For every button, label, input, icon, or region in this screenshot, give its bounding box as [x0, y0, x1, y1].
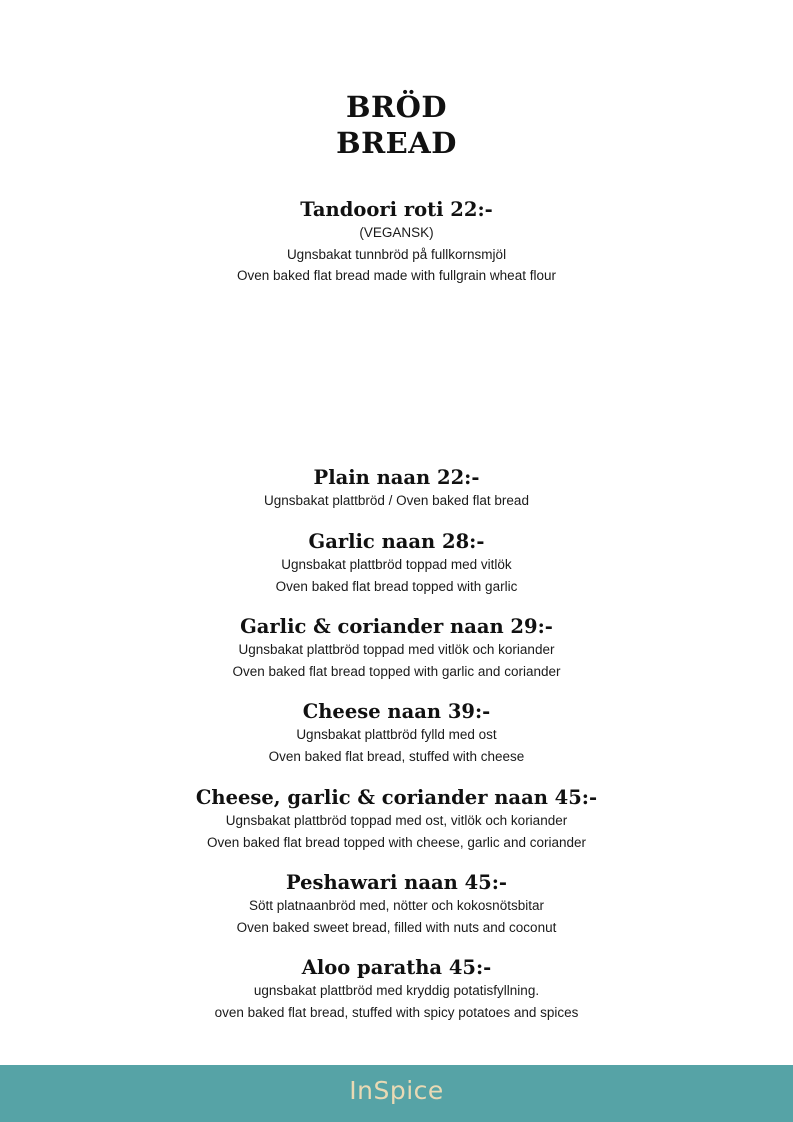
menu-item-description-swedish: Ugnsbakat plattbröd toppad med vitlök och koriander [238, 642, 555, 657]
menu-item-garlic-coriander-naan [0, 615, 793, 682]
menu-item-name: Garlic & coriander naan 29:- [240, 615, 553, 638]
menu-item-name: Garlic naan 28:- [308, 530, 485, 553]
menu-item-description-swedish: ugnsbakat plattbröd med kryddig potatisfyllning. [253, 983, 540, 998]
menu-item-name: Cheese naan 39:- [302, 700, 491, 723]
menu-item-peshawari-naan [0, 871, 793, 938]
menu-item-description-english: oven baked flat bread, stuffed with spicy potatoes and spices [214, 1004, 579, 1020]
menu-item-description-swedish: Ugnsbakat plattbröd toppad med vitlök [281, 557, 512, 572]
menu-item-description: Ugnsbakat plattbröd / Oven baked flat bread [264, 493, 529, 508]
menu-item-plain-naan [0, 466, 793, 512]
menu-item-garlic-naan [0, 530, 793, 597]
menu-item-description-english: Oven baked flat bread topped with garlic [275, 578, 518, 594]
page-title-english: BREAD [336, 126, 457, 160]
menu-item-description-swedish: Ugnsbakat plattbröd toppad med ost, vitlök och koriander [225, 813, 568, 828]
menu-item-aloo-paratha [0, 956, 793, 1023]
menu-item-description-english: Oven baked flat bread topped with cheese, garlic and coriander [207, 834, 586, 850]
menu-item-description-english: Oven baked flat bread made with fullgrain wheat flour [237, 268, 556, 283]
menu-item-name: Aloo paratha 45:- [301, 956, 492, 979]
menu-item-cheese-garlic-coriander-naan [0, 786, 793, 853]
footer-bar [0, 1065, 793, 1122]
menu-item-tandoori-roti [0, 198, 793, 287]
menu-item-description-swedish: Sött platnaanbröd med, nötter och kokosnötsbitar [249, 898, 544, 913]
menu-item-name: Plain naan 22:- [313, 466, 480, 489]
menu-item-name: Cheese, garlic & coriander naan 45:- [195, 786, 598, 809]
menu-item-name: Tandoori roti 22:- [300, 198, 493, 221]
menu-item-description-swedish: Ugnsbakat tunnbröd på fullkornsmjöl [286, 246, 507, 262]
menu-item-name: Peshawari naan 45:- [285, 871, 508, 894]
menu-item-description-swedish: Ugnsbakat plattbröd fylld med ost [296, 727, 497, 742]
inspice-logo: InSpice [349, 1076, 444, 1105]
menu-item-description-english: Oven baked sweet bread, filled with nuts and coconut [236, 919, 557, 935]
menu-item-description-english: Oven baked flat bread topped with garlic and coriander [232, 663, 561, 679]
menu-item-diet-tag: (VEGANSK) [359, 225, 434, 240]
page-title-swedish: BRÖD [345, 90, 448, 124]
menu-item-cheese-naan [0, 700, 793, 767]
menu-item-description-english: Oven baked flat bread, stuffed with cheese [268, 748, 525, 764]
